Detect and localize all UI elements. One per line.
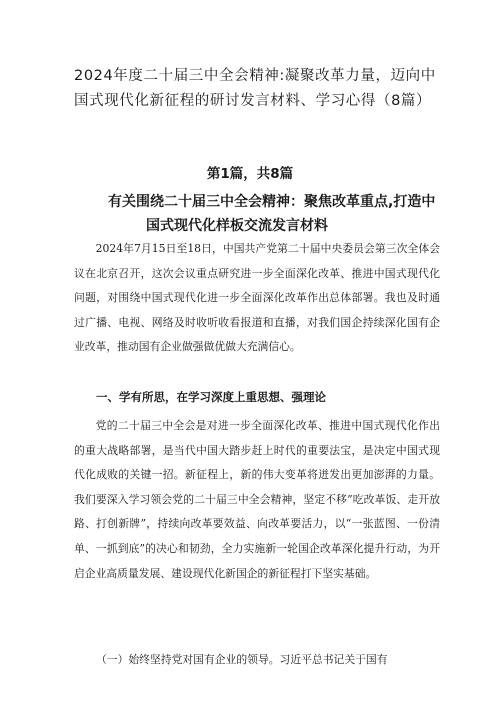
section-heading-1: 一、学有所思，在学习深度上重思想、强理论	[96, 390, 326, 404]
article-title	[108, 190, 438, 238]
sub-heading-1: （一）始终坚持党对国有企业的领导。习近平总书记关于国有	[96, 653, 388, 666]
document-title: 2024年度二十届三中全会精神:凝聚改革力量，迈向中国式现代化新征程的研讨发言材料、学习心得（8篇）	[74, 68, 436, 109]
intro-paragraph: 2024年7月15日至18日，中国共产党第二十届中央委员会第三次全体会议在北京召开，这次会议重点研究进一步全面深化改革、推进中国式现代化问题，对围绕中国式现代化进一步全面深化改革作出总体部署。我也及时通过广播、电视、网络及时收听收看报道和直播，对我们国企持续深化国有企业改革，推动国有企业做强做优做大充满信心。	[74, 242, 440, 354]
article-title-line-1: 有关围绕二十届三中全会精神：聚焦改革重点,打造中	[108, 194, 436, 210]
part-indicator: 第1篇，共8篇	[206, 166, 294, 182]
body-paragraph-2: 党的二十届三中全会是对进一步全面深化改革、推进中国式现代化作出的重大战略部署，是当代中国大踏步赶上时代的重要法宝，是决定中国式现代化成败的关键一招。新征程上，新的伟大变革将迸发出更加澎湃的力量。我们要深入学习领会党的二十届三中全会精神，坚定不移”吃改革饭、走开放路、打创新牌”，持续向改革要效益、向改革要活力，以“一张蓝图、一份清单、一抓到底”的决心和韧劲，全力实施新一轮国企改革深化提升行动，为开启企业高质量发展、建设现代化新国企的新征程打下坚实基础。	[74, 419, 440, 580]
article-title-line-2: 国式现代化样板交流发言材料	[146, 218, 328, 234]
